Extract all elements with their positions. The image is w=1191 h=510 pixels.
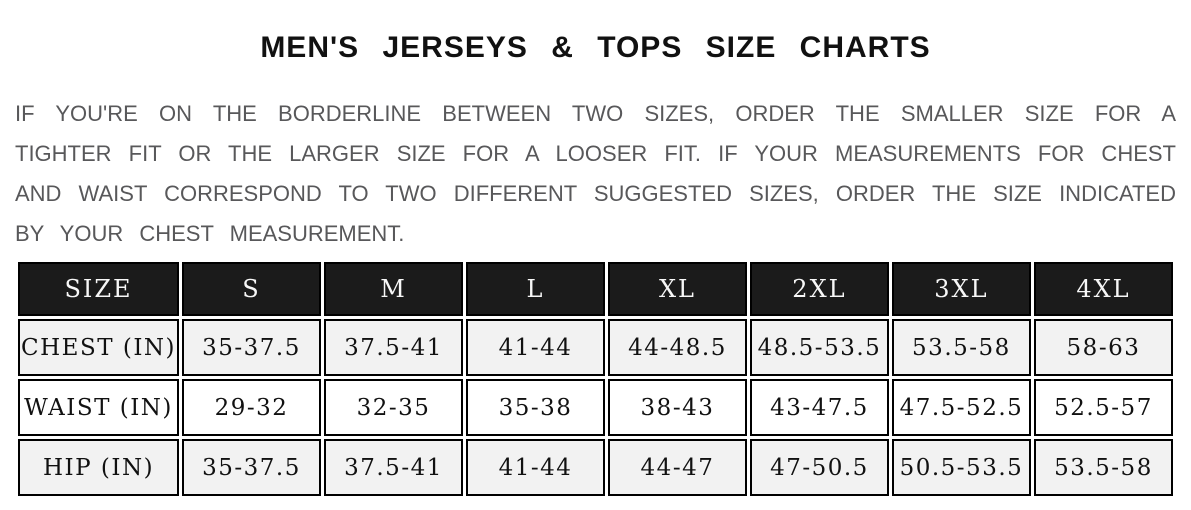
hip-cell-l: 41-44 (466, 439, 605, 496)
chest-cell-2xl: 48.5-53.5 (750, 319, 889, 376)
chest-cell-m: 37.5-41 (324, 319, 463, 376)
waist-cell-l: 35-38 (466, 379, 605, 436)
waist-cell-xl: 38-43 (608, 379, 747, 436)
header-cell-m: M (324, 262, 463, 316)
header-cell-s: S (182, 262, 321, 316)
hip-cell-2xl: 47-50.5 (750, 439, 889, 496)
hip-cell-m: 37.5-41 (324, 439, 463, 496)
row-label-waist: WAIST (IN) (18, 379, 179, 436)
size-chart-page (0, 30, 1191, 499)
header-cell-2xl: 2XL (750, 262, 889, 316)
chest-cell-l: 41-44 (466, 319, 605, 376)
row-label-chest: CHEST (IN) (18, 319, 179, 376)
table-row-hip (18, 439, 1173, 496)
chest-cell-xl: 44-48.5 (608, 319, 747, 376)
chest-cell-4xl: 58-63 (1034, 319, 1173, 376)
header-cell-xl: XL (608, 262, 747, 316)
hip-cell-s: 35-37.5 (182, 439, 321, 496)
header-row (18, 262, 1173, 316)
table-row-chest (18, 319, 1173, 376)
waist-cell-3xl: 47.5-52.5 (892, 379, 1031, 436)
row-label-hip: HIP (IN) (18, 439, 179, 496)
waist-cell-m: 32-35 (324, 379, 463, 436)
intro-line-1: IF YOU'RE ON THE BORDERLINE BETWEEN TWO SIZES, ORDER THE SMALLER SIZE FOR A (15, 101, 1176, 126)
header-cell-size: SIZE (18, 262, 179, 316)
page-title: MEN'S JERSEYS & TOPS SIZE CHARTS (260, 31, 931, 64)
header-cell-4xl: 4XL (1034, 262, 1173, 316)
waist-cell-4xl: 52.5-57 (1034, 379, 1173, 436)
header-cell-l: L (466, 262, 605, 316)
intro-line-3: AND WAIST CORRESPOND TO TWO DIFFERENT SUGGESTED SIZES, ORDER THE SIZE INDICATED (15, 181, 1176, 206)
hip-cell-xl: 44-47 (608, 439, 747, 496)
hip-cell-3xl: 50.5-53.5 (892, 439, 1031, 496)
hip-cell-4xl: 53.5-58 (1034, 439, 1173, 496)
size-chart-table (15, 259, 1176, 499)
chest-cell-3xl: 53.5-58 (892, 319, 1031, 376)
intro-paragraph (15, 94, 1176, 254)
table-row-waist (18, 379, 1173, 436)
chest-cell-s: 35-37.5 (182, 319, 321, 376)
intro-line-2: TIGHTER FIT OR THE LARGER SIZE FOR A LOOSER FIT. IF YOUR MEASUREMENTS FOR CHEST (15, 141, 1176, 166)
header-cell-3xl: 3XL (892, 262, 1031, 316)
intro-line-4: BY YOUR CHEST MEASUREMENT. (15, 221, 405, 246)
waist-cell-s: 29-32 (182, 379, 321, 436)
waist-cell-2xl: 43-47.5 (750, 379, 889, 436)
